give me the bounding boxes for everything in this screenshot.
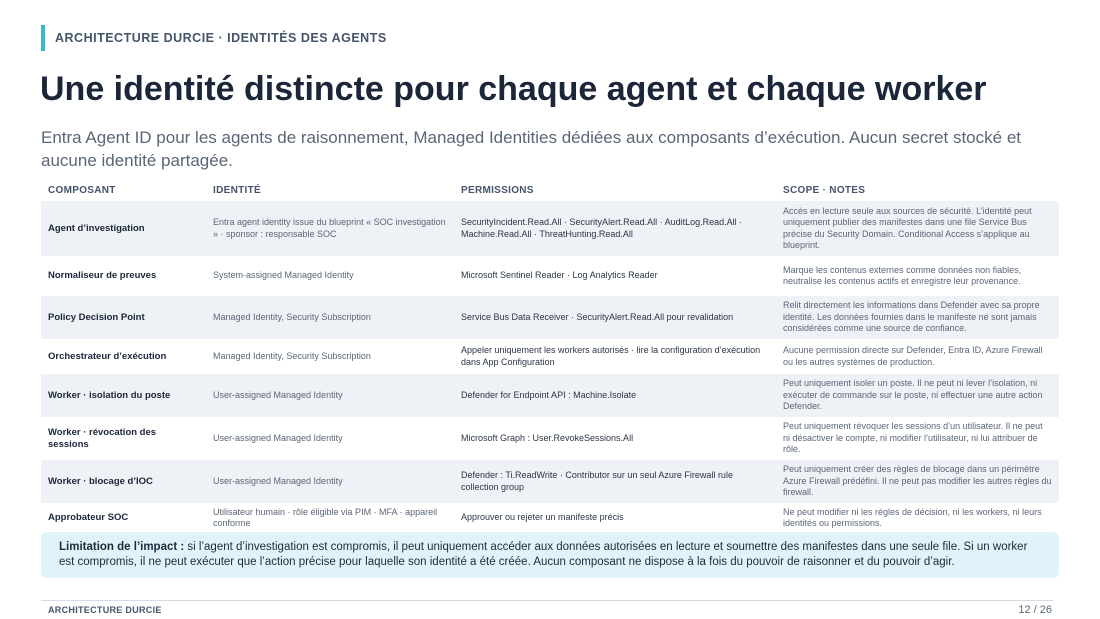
header-notes: SCOPE · NOTES: [783, 185, 866, 196]
cell-permissions: SecurityIncident.Read.All · SecurityAlert.Read.All · AuditLog.Read.All · Machine.Read.All · ThreatHunting.Read.All: [461, 217, 743, 239]
cell-composant: Approbateur SOC: [48, 512, 129, 524]
impact-callout: [41, 532, 1059, 578]
table-row: [41, 339, 1059, 374]
cell-composant: Orchestrateur d’exécution: [48, 350, 167, 362]
cell-composant: Worker · blocage d’IOC: [48, 475, 153, 487]
cell-notes: Peut uniquement isoler un poste. Il ne peut ni lever l’isolation, ni exécuter de commande sur le poste, ni effectuer une autre action Defender.: [783, 378, 1043, 412]
cell-composant: Worker · révocation des sessions: [48, 427, 157, 450]
cell-identite: Entra agent identity issue du blueprint « SOC investigation » · sponsor : responsable SOC: [213, 217, 446, 239]
table-row: [41, 256, 1059, 296]
cell-composant: Worker · isolation du poste: [48, 389, 171, 401]
header-permissions: PERMISSIONS: [461, 185, 534, 196]
header-composant: COMPOSANT: [48, 185, 116, 196]
page-number: 12 / 26: [1018, 604, 1052, 616]
table-row: [41, 460, 1059, 503]
table-row: [41, 296, 1059, 339]
cell-notes: Marque les contenus externes comme données non fiables, neutralise les contenus actifs et enregistre leur provenance.: [783, 264, 1022, 286]
table-row: [41, 503, 1059, 533]
cell-permissions: Microsoft Sentinel Reader · Log Analytics Reader: [461, 270, 658, 281]
table-row: [41, 374, 1059, 417]
cell-identite: User-assigned Managed Identity: [213, 432, 343, 443]
cell-identite: User-assigned Managed Identity: [213, 389, 343, 400]
cell-composant: Agent d’investigation: [48, 222, 145, 234]
cell-identite: System-assigned Managed Identity: [213, 270, 354, 281]
table-row: [41, 417, 1059, 460]
cell-permissions: Approuver ou rejeter un manifeste précis: [461, 512, 624, 523]
eyebrow: [41, 25, 387, 51]
cell-permissions: Service Bus Data Receiver · SecurityAlert.Read.All pour revalidation: [461, 311, 734, 322]
eyebrow-text: ARCHITECTURE DURCIE · IDENTITÉS DES AGENTS: [55, 31, 387, 45]
cell-notes: Aucune permission directe sur Defender, Entra ID, Azure Firewall ou les autres systèmes de production.: [783, 345, 1043, 367]
cell-notes: Peut uniquement créer des règles de blocage dans un périmètre Azure Firewall prédéfini. Il ne peut pas modifier les autres règles du firewall.: [783, 464, 1052, 498]
cell-permissions: Appeler uniquement les workers autorisés · lire la configuration d’exécution dans App Configuration: [461, 345, 761, 367]
footer-divider: [41, 600, 1053, 601]
cell-permissions: Microsoft Graph : User.RevokeSessions.All: [461, 432, 634, 443]
cell-identite: User-assigned Managed Identity: [213, 475, 343, 486]
cell-identite: Managed Identity, Security Subscription: [213, 311, 371, 322]
page-subtitle: Entra Agent ID pour les agents de raisonnement, Managed Identities dédiées aux composants d’exécution. Aucun secret stocké et aucune identité partagée.: [41, 128, 1021, 170]
table-row: [41, 201, 1059, 256]
cell-composant: Normaliseur de preuves: [48, 270, 157, 282]
page-title: Une identité distincte pour chaque agent et chaque worker: [40, 70, 987, 108]
cell-notes: Ne peut modifier ni les règles de décision, ni les workers, ni leurs identités ou permissions.: [783, 506, 1042, 528]
callout-label: Limitation de l’impact :: [59, 541, 185, 553]
cell-identite: Managed Identity, Security Subscription: [213, 350, 371, 361]
cell-notes: Relit directement les informations dans Defender avec sa propre identité. Les données fournies dans le manifeste ne sont jamais considérées comme une source de confiance.: [783, 300, 1040, 334]
footer-section-label: ARCHITECTURE DURCIE: [48, 605, 162, 615]
header-identite: IDENTITÉ: [213, 185, 261, 196]
callout-text: si l’agent d’investigation est compromis, il peut uniquement accéder aux données autorisées en lecture et soumettre des manifestes dans une seule file. Si un worker est compromis, il ne peut exécuter que l’action précise pour laquelle son identité a été créée. Aucun composant ne dispose à la fois du pouvoir de raisonner et du pouvoir d’agir.: [59, 541, 1028, 568]
cell-composant: Policy Decision Point: [48, 311, 145, 323]
cell-permissions: Defender for Endpoint API : Machine.Isolate: [461, 389, 637, 400]
cell-notes: Accès en lecture seule aux sources de sécurité. L’identité peut uniquement publier des manifestes dans une file Service Bus précise du Security Domain. Conditional Access s’applique au blueprint.: [783, 205, 1032, 250]
table-header-row: [41, 180, 1059, 201]
identity-table: [41, 180, 1059, 533]
cell-identite: Utilisateur humain · rôle éligible via PIM · MFA · appareil conforme: [213, 506, 438, 528]
cell-notes: Peut uniquement révoquer les sessions d’un utilisateur. Il ne peut ni désactiver le compte, ni modifier l’utilisateur, ni lui attribuer de rôle.: [783, 421, 1043, 455]
cell-permissions: Defender : Ti.ReadWrite · Contributor sur un seul Azure Firewall rule collection group: [461, 470, 733, 492]
eyebrow-accent-bar: [41, 25, 45, 51]
